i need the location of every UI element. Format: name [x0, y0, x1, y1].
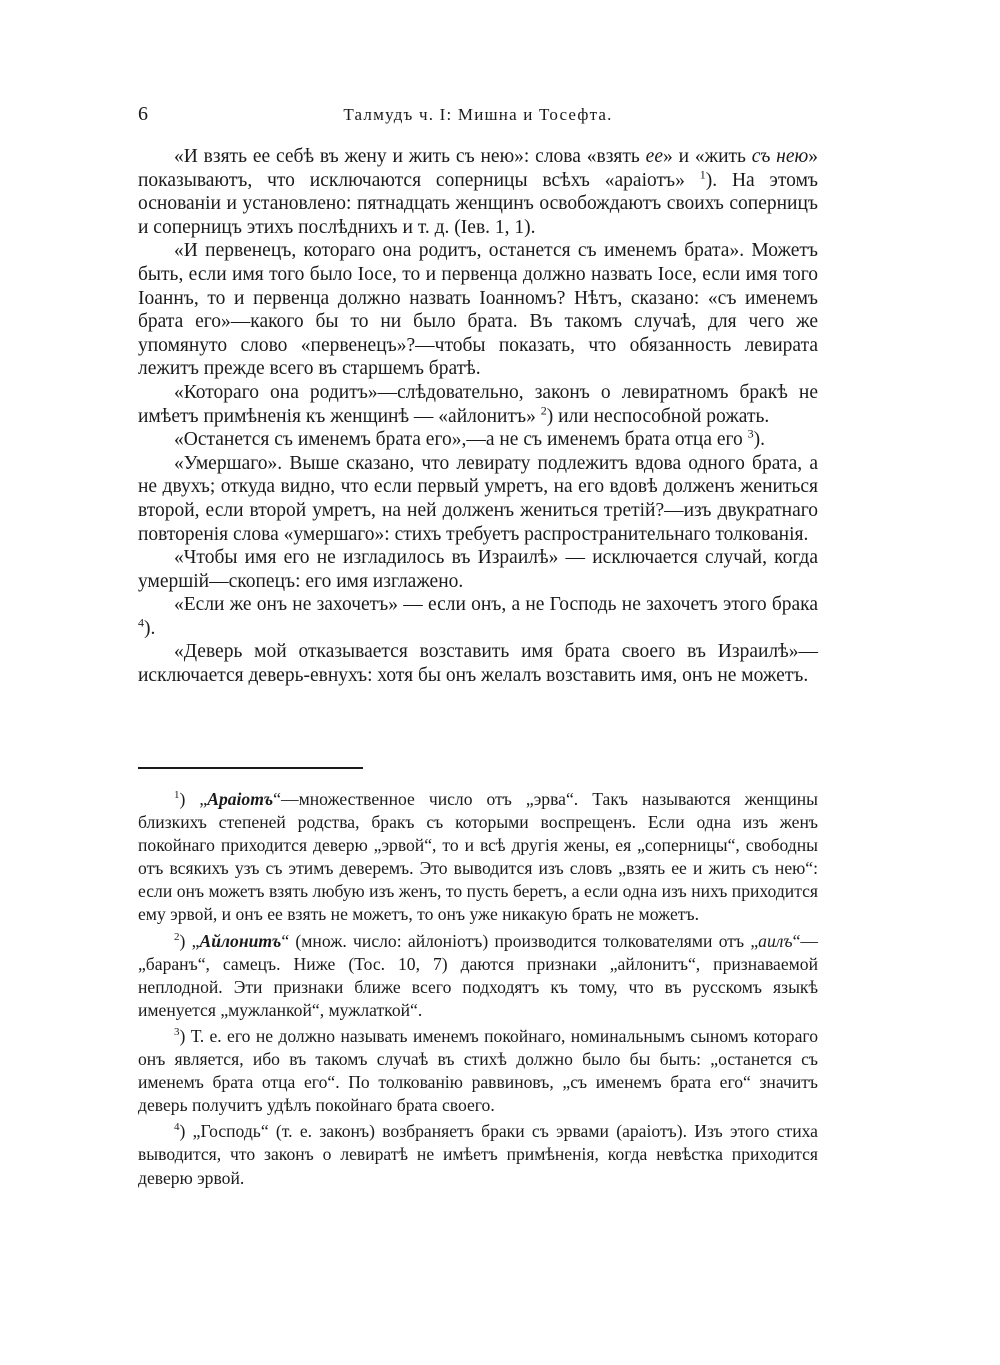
footnote-ref: 2: [540, 403, 547, 418]
footnote-ref: 4: [138, 615, 144, 630]
paragraph: «Умершаго». Выше сказано, что левирату подлежитъ вдова одного брата, а не двухъ; откуда видно, что если первый умретъ, на его вдовѣ долженъ жениться второй, если второй умретъ, на ней долженъ жениться третій?—изъ двукратнаго повторенія слова «умершаго»: стихъ требуетъ распространительнаго толкованія.: [138, 452, 818, 545]
paragraph: «Котораго она родитъ»—слѣдовательно, законъ о левиратномъ бракѣ не имѣетъ примѣненія къ женщинѣ — «айлонитъ» $^2$) или неспособной рожать.: [138, 381, 818, 427]
footnote-mark: 2: [174, 930, 180, 943]
footnote-divider: [138, 767, 363, 769]
page-header: [138, 103, 818, 133]
footnote-mark: 1: [174, 789, 180, 802]
page-number: 6: [138, 103, 148, 125]
footnote-ref: 1: [699, 167, 706, 182]
running-title: Талмудъ ч. I: Мишна и Тосефта.: [343, 105, 613, 124]
paragraph: «Если же онъ не захочетъ» — если онъ, а не Господь не захочетъ этого брака $^4$).: [138, 594, 818, 639]
paragraph: «Чтобы имя его не изгладилось въ Израилѣ» — исключается случай, когда умершій—скопецъ: его имя изглажено.: [138, 547, 818, 592]
footnote: $^3$) Т. е. его не должно называть именемъ покойнаго, номинальнымъ сыномъ котораго онъ является, ибо въ такомъ случаѣ въ стихѣ должно было бы быть: „останется съ именемъ брата отца его“. По толкованію раввиновъ, „съ именемъ брата его“ значитъ деверь получитъ удѣлъ покойнаго брата своего.: [138, 1025, 818, 1116]
footnote: $^1$) „Араіотъ“—множественное число отъ „эрва“. Такъ называются женщины близкихъ степеней родства, бракъ съ которыми воспрещенъ. Если одна изъ женъ покойнаго приходится деверю „эрвой“, то и всѣ другія жены, ея „соперницы“, свободны отъ всякихъ узъ съ этимъ деверемъ. Это выводится изъ словъ „взять ее и жить съ нею“: если онъ можетъ взять любую изъ женъ, то пусть беретъ, а если одна изъ нихъ приходится ему эрвой, и онъ ее взять не можетъ, то онъ уже никакую брать не можетъ.: [138, 789, 818, 925]
footnote-ref: 3: [747, 426, 754, 441]
paragraph: «Останется съ именемъ брата его»,—а не съ именемъ брата отца его $^3$).: [174, 426, 766, 451]
footnote: $^4$) „Господь“ (т. е. законъ) возбраняетъ браки съ эрвами (араіотъ). Изъ этого стиха выводится, что законъ о левиратѣ не имѣетъ примѣненія, когда невѣстка приходится деверю эрвой.: [138, 1121, 818, 1188]
footnote-mark: 3: [174, 1026, 180, 1039]
paragraph: «Деверь мой отказывается возставить имя брата своего въ Израилѣ»—исключается деверь-евнухъ: хотя бы онъ желалъ возставить имя, онъ не можетъ.: [138, 641, 818, 687]
footnote-mark: 4: [174, 1121, 180, 1134]
paragraph: «И первенецъ, котораго она родитъ, останется съ именемъ брата». Можетъ быть, если имя того было Iосе, то и первенца должно назвать Iосе, если имя того Iоаннъ, то и первенца должно назвать Iоанномъ? Нѣтъ, сказано: «съ именемъ брата его»—какого бы то ни было брата. Въ такомъ случаѣ, для чего же упомянуто слово «первенецъ»?—чтобы показать, что обязанность левирата лежитъ прежде всего въ старшемъ братѣ.: [138, 240, 818, 380]
main-text: [138, 145, 818, 688]
paragraph: «И взять ее себѣ въ жену и жить съ нею»: слова «взять ее» и «жить съ нею» показываютъ, что исключаются соперницы всѣхъ «араіотъ» $^1$). На этомъ основаніи и установлено: пятнадцать женщинъ освобождаютъ своихъ соперницъ и соперницъ этихъ послѣднихъ и т. д. (Iев. 1, 1).: [138, 146, 818, 238]
footnote: $^2$) „Айлонитъ“ (множ. число: айлоніотъ) производится толкователями отъ „аилъ“—„баранъ“, самецъ. Ниже (Тос. 10, 7) даются признаки „айлонитъ“, признаваемой неплодной. Эти признаки ближе всего подходятъ къ тому, что въ русскомъ языкѣ именуется „мужланкой“, мужлаткой“.: [138, 930, 818, 1020]
footnotes: [138, 788, 818, 1193]
